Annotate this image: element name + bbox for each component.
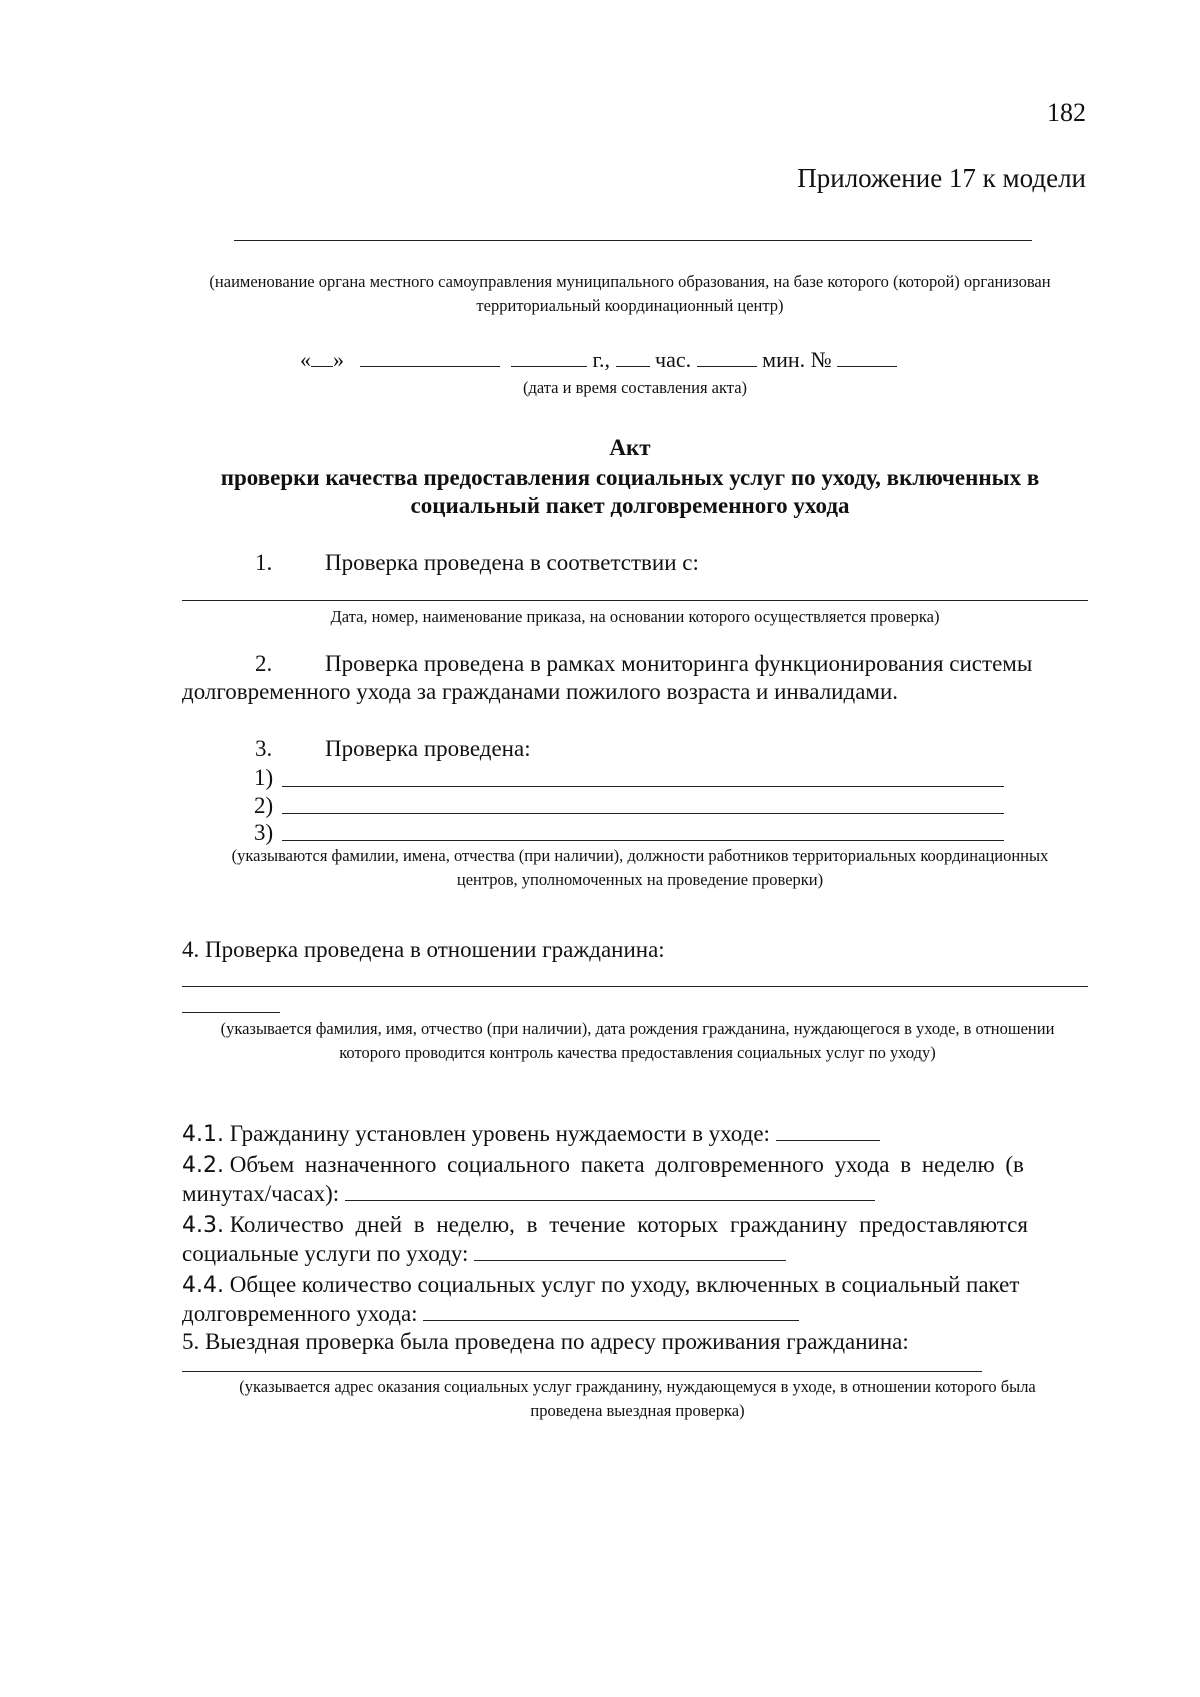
section-3-field-1[interactable] — [282, 786, 1004, 787]
services-count-field[interactable] — [423, 1300, 799, 1321]
section-1-caption: Дата, номер, наименование приказа, на основании которого осуществляется проверка) — [330, 607, 940, 626]
act-subtitle-line2: социальный пакет долговременного ухода — [410, 493, 850, 518]
package-volume-field[interactable] — [345, 1180, 875, 1201]
month-field[interactable] — [360, 346, 500, 367]
section-5-field[interactable] — [182, 1371, 982, 1372]
section-4-2-text-2: минутах/часах): — [182, 1181, 340, 1206]
section-4-2-text: Объем назначенного социального пакета долговременного ухода в неделю (в — [229, 1152, 1024, 1177]
section-3-item-2: 2) — [254, 793, 274, 818]
days-per-week-field[interactable] — [474, 1240, 786, 1261]
section-4-3-text-2: социальные услуги по уходу: — [182, 1241, 469, 1266]
section-4-1-text: Гражданину установлен уровень нуждаемости в уходе: — [229, 1121, 770, 1146]
section-3-item-3: 3) — [254, 820, 274, 845]
day-field[interactable] — [311, 346, 333, 367]
section-4-text: 4. Проверка проведена в отношении гражданина: — [182, 937, 665, 962]
close-quote: » — [333, 347, 344, 372]
section-3-field-2[interactable] — [282, 813, 1004, 814]
section-1-line[interactable] — [182, 600, 1088, 601]
section-4-1-number: 4.1. — [182, 1122, 224, 1147]
section-3-item-1: 1) — [254, 765, 274, 790]
section-1-number: 1. — [255, 550, 273, 575]
minute-field[interactable] — [697, 346, 757, 367]
section-5-text: 5. Выездная проверка была проведена по адресу проживания гражданина: — [182, 1329, 909, 1354]
open-quote: « — [300, 347, 311, 372]
section-4-3-number: 4.3. — [182, 1213, 224, 1238]
authority-caption: (наименование органа местного самоуправления муниципального образования, на базе которого (которой) организован территориальный координационный центр) — [209, 272, 1051, 315]
section-3-field-3[interactable] — [282, 840, 1004, 841]
section-2-line1 — [255, 650, 1088, 678]
need-level-field[interactable] — [776, 1120, 880, 1141]
section-4-2-line2 — [182, 1180, 1088, 1208]
section-3-caption: (указываются фамилии, имена, отчества (при наличии), должности работников территориальных координационных центров, уполномоченных на проведение проверки) — [231, 846, 1049, 889]
authority-line — [234, 240, 1032, 241]
section-1 — [255, 549, 1055, 577]
section-4-4-line1 — [182, 1271, 1088, 1300]
section-4-3-line1 — [182, 1211, 1088, 1240]
section-4-2-line1 — [182, 1151, 1088, 1180]
section-4-4-text-2: долговременного ухода: — [182, 1301, 418, 1326]
section-1-text: Проверка проведена в соответствии с: — [325, 550, 699, 575]
section-5-caption: (указывается адрес оказания социальных услуг гражданину, нуждающемуся в уходе, в отношении которого была проведена выездная проверка) — [239, 1377, 1036, 1420]
act-subtitle-line1: проверки качества предоставления социальных услуг по уходу, включенных в — [220, 465, 1040, 490]
section-3 — [255, 735, 1055, 763]
section-4-field[interactable] — [182, 986, 1088, 987]
section-2-number: 2. — [255, 651, 273, 676]
act-number-field[interactable] — [837, 346, 897, 367]
date-caption: (дата и время составления акта) — [522, 378, 748, 397]
section-3-text: Проверка проведена: — [325, 736, 531, 761]
hour-field[interactable] — [616, 346, 650, 367]
act-title: Акт — [609, 435, 651, 460]
page-number: 182 — [1047, 98, 1086, 127]
section-4-3-line2 — [182, 1240, 1088, 1268]
year-field[interactable] — [511, 346, 587, 367]
date-line — [300, 346, 1000, 374]
appendix-label: Приложение 17 к модели — [797, 163, 1086, 193]
section-4-field-short — [182, 1012, 280, 1013]
minute-number-label: мин. № — [762, 347, 832, 372]
section-3-number: 3. — [255, 736, 273, 761]
section-4-4-text: Общее количество социальных услуг по уходу, включенных в социальный пакет — [229, 1272, 1020, 1297]
section-4-2-number: 4.2. — [182, 1153, 224, 1178]
section-4-caption: (указывается фамилия, имя, отчество (при наличии), дата рождения гражданина, нуждающегося в уходе, в отношении которого проводится контроль качества предоставления социальных услуг по уходу) — [220, 1019, 1055, 1062]
hour-label: час. — [655, 347, 692, 372]
section-2-text-1: Проверка проведена в рамках мониторинга функционирования системы — [325, 651, 1033, 676]
section-4-3-text: Количество дней в неделю, в течение которых гражданину предоставляются — [229, 1212, 1028, 1237]
section-4-4-line2 — [182, 1300, 1088, 1328]
section-4-4-number: 4.4. — [182, 1273, 224, 1298]
section-2-line2: долговременного ухода за гражданами пожилого возраста и инвалидами. — [182, 679, 899, 704]
section-4-1 — [182, 1120, 1088, 1149]
year-suffix: г., — [592, 347, 611, 372]
